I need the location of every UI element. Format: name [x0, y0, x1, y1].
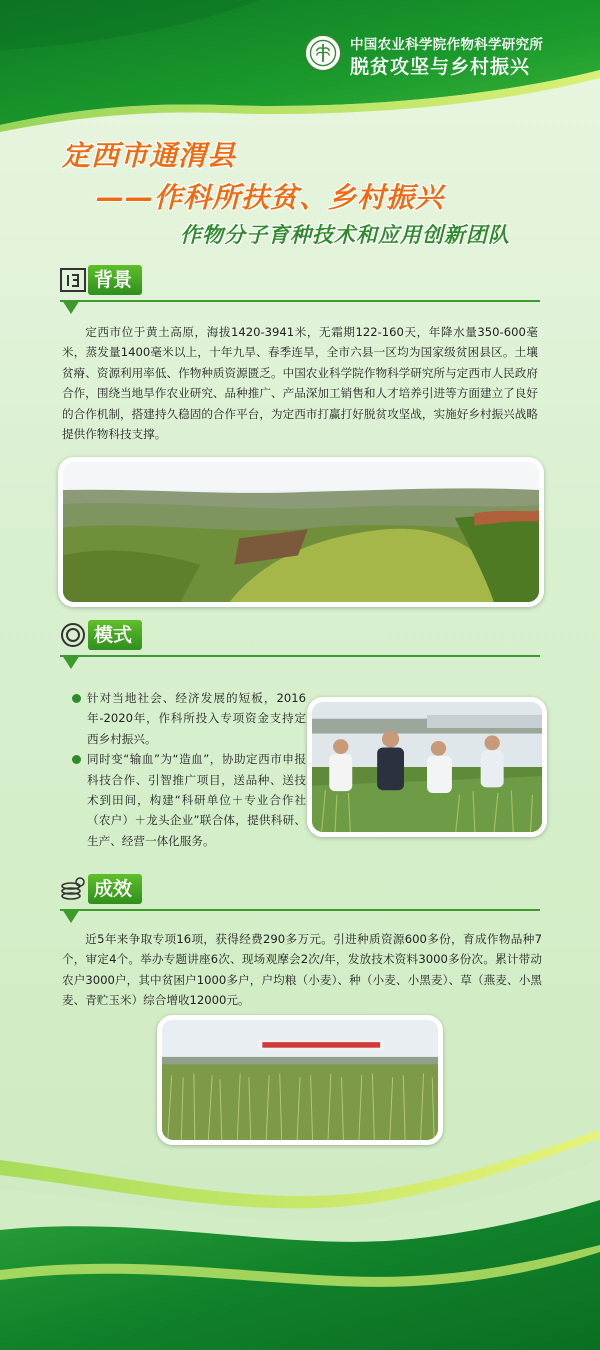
landscape-photo — [58, 457, 544, 607]
title-line-2: ——作科所扶贫、乡村振兴 — [96, 181, 445, 214]
results-text: 近5年来争取专项16项，获得经费290多万元。引进种质资源600多份，育成作物品种7个，审定4个。举办专题讲座6次、现场观摩会2次/年，发放技术资料3000多份次。累计带动农户3000户，其中贫困户1000多户，户均粮（小麦）、种（小麦、小黑麦）、草（燕麦、小黑麦、青贮玉米）综合增收12000元。 — [62, 932, 542, 1008]
team-field-photo — [307, 697, 547, 837]
footer-wave-band — [0, 1120, 600, 1350]
institute-logo-icon — [304, 34, 342, 72]
coins-stack-icon — [60, 876, 86, 902]
title-line-3: 作物分子育种技术和应用创新团队 — [180, 223, 510, 247]
divider-arrow — [62, 655, 80, 669]
list-item — [72, 749, 306, 851]
institute-name: 中国农业科学院作物科学研究所 — [350, 37, 544, 53]
model-bullet-1: 针对当地社会、经济发展的短板，2016年-2020年，作科所投入专项资金支持定西乡村振兴。 — [87, 691, 306, 746]
divider-arrow — [62, 300, 80, 314]
bullet-dot — [72, 755, 81, 764]
section-label-model: 模式 — [88, 620, 142, 650]
section-label-results: 成效 — [88, 874, 142, 904]
title-line-1: 定西市通渭县 — [62, 139, 237, 172]
results-paragraph — [62, 929, 542, 1011]
section-index-icon — [60, 267, 86, 293]
section-divider — [60, 909, 540, 911]
list-item — [72, 688, 306, 749]
background-paragraph — [62, 322, 538, 444]
section-divider — [60, 300, 540, 302]
model-bullet-2: 同时变“输血”为“造血”，协助定西市申报科技合作、引智推广项目，送品种、送技术到田间，构建“科研单位＋专业合作社（农户）＋龙头企业”联合体，提供科研、生产、经营一体化服务。 — [87, 752, 306, 848]
background-text: 定西市位于黄土高原，海拔1420-3941米，无霜期122-160天，年降水量350-600毫米，蒸发量1400毫米以上，十年九旱、春季连旱，全市六县一区均为国家级贫困县区。土壤贫瘠、资源利用率低、作物种质资源匮乏。中国农业科学院作物科学研究所与定西市人民政府合作，围绕当地旱作农业研究、品种推广、产品深加工销售和人才培养引进等方面建立了良好的合作机制，搭建持久稳固的合作平台，为定西市打赢打好脱贫攻坚战，实施好乡村振兴战略提供作物科技支撑。 — [62, 325, 538, 442]
section-label-background: 背景 — [88, 265, 142, 295]
divider-arrow — [62, 909, 80, 923]
slogan: 脱贫攻坚与乡村振兴 — [350, 56, 531, 78]
section-divider — [60, 655, 540, 657]
target-icon — [60, 622, 86, 648]
bullet-dot — [72, 694, 81, 703]
model-bullets — [72, 688, 306, 851]
